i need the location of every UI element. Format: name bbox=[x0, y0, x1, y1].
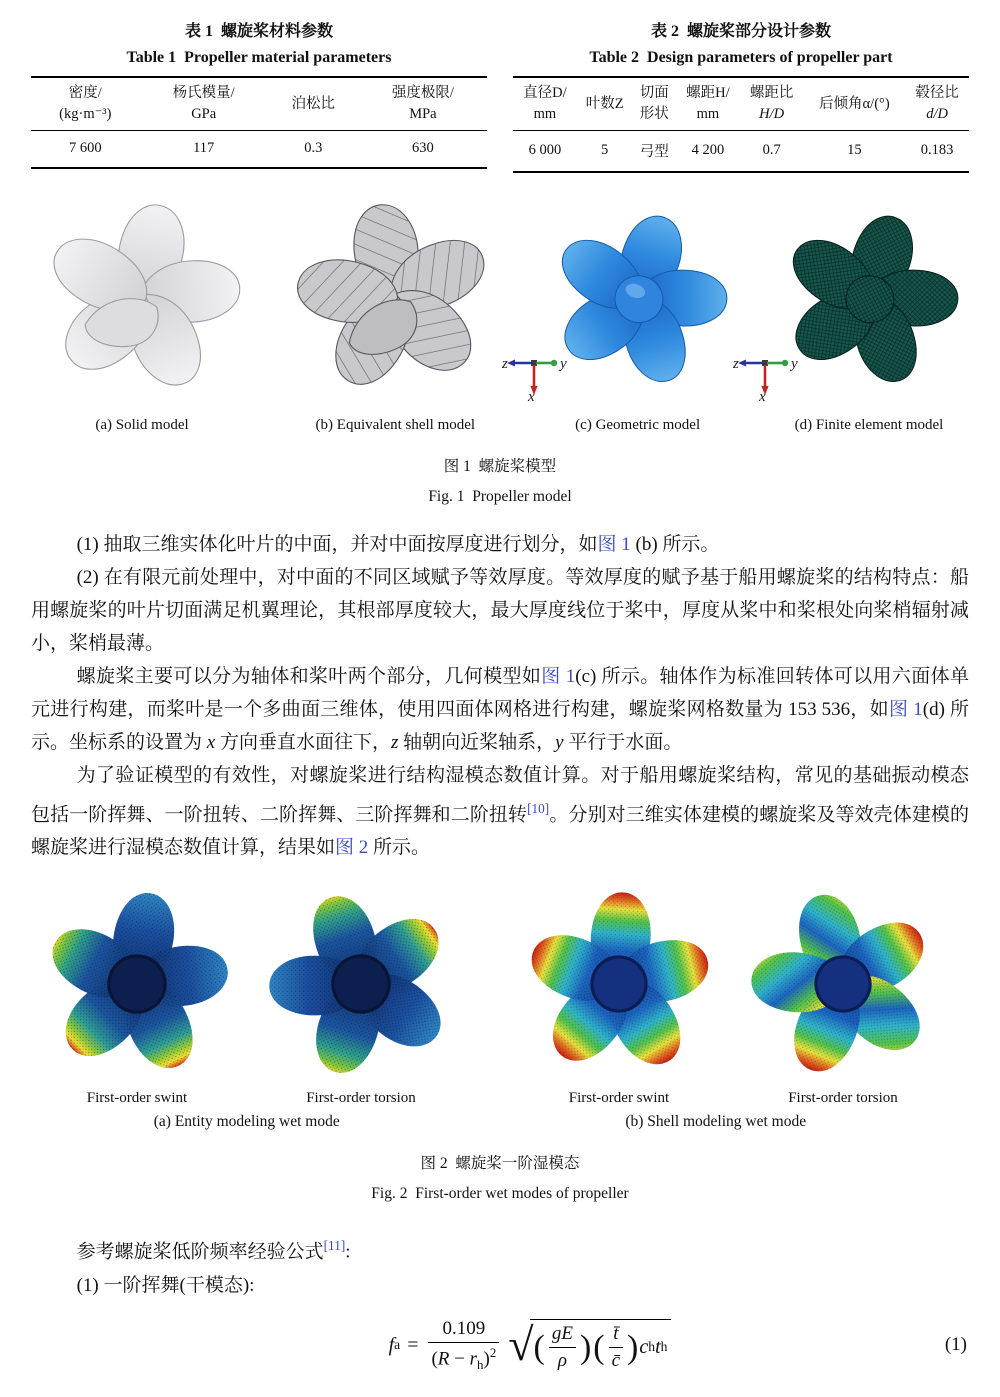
coordinate-axes-geometric bbox=[502, 348, 568, 402]
cell-diameter: 6 000 bbox=[528, 142, 562, 158]
paragraph-1 bbox=[31, 528, 969, 561]
th-poisson-ratio: 泊松比 bbox=[291, 95, 336, 112]
bottom-block bbox=[31, 1229, 969, 1372]
figure2-subcaption-1: First-order swint bbox=[86, 1090, 188, 1107]
svg-text:z: z bbox=[501, 356, 508, 372]
figure2-group-captions bbox=[31, 1113, 969, 1131]
figure1-fem-model bbox=[732, 189, 969, 434]
table1-title-en: Table 1 Propeller material parameters bbox=[126, 49, 392, 66]
figure1-caption-d: (d) Finite element model bbox=[794, 417, 944, 433]
figure2-group-caption-b: (b) Shell modeling wet mode bbox=[625, 1113, 807, 1131]
paragraph-3 bbox=[31, 660, 969, 759]
text-segment: 方向垂直水面往下， bbox=[215, 732, 391, 753]
cell-poisson-ratio: 0.3 bbox=[304, 140, 323, 156]
figure2-subcaption-3: First-order swint bbox=[568, 1090, 670, 1107]
table1 bbox=[31, 76, 487, 169]
cell-section-shape: 弓型 bbox=[639, 144, 669, 160]
text-segment: (c) 所示。轴体作为标准回转体可以用六面体单元进行构建，而桨叶是一个多曲面三维体，使用四面体网格进行构建，螺旋桨网格数量为 153 536，如 bbox=[31, 666, 969, 720]
shell-swint-mode-image bbox=[513, 880, 725, 1088]
th-density: 密度/ (kg·m⁻³) bbox=[59, 85, 112, 122]
cell-pitch-ratio: 0.7 bbox=[762, 142, 781, 158]
table1-block bbox=[31, 18, 487, 173]
table2-data-row bbox=[513, 131, 969, 173]
th-hub-ratio: 毂径比 d/D bbox=[915, 85, 959, 122]
radicand: ( $\frac{gE}{\rho}$ ) ( $\frac{t̄}{c̄}$ ) c h t h bbox=[530, 1319, 672, 1372]
figure1-shell-model bbox=[284, 189, 506, 434]
table2-title-zh: 表 2 螺旋桨部分设计参数 bbox=[650, 23, 831, 40]
svg-text:x: x bbox=[527, 389, 535, 402]
figure1-title-zh: 图 1 螺旋桨模型 bbox=[443, 458, 557, 475]
figure1-images-row bbox=[31, 189, 969, 434]
figure2-title-zh: 图 2 螺旋桨一阶湿模态 bbox=[420, 1155, 580, 1173]
solid-model-image bbox=[31, 189, 253, 415]
text-segment: 。分别对三维实体建模的螺旋桨及等效壳体建模的螺旋桨进行湿模态数值计算，结果如 bbox=[31, 804, 969, 859]
shell-torsion-mode-image bbox=[737, 880, 949, 1088]
text-segment: 所示。 bbox=[368, 837, 431, 859]
entity-torsion-mode-image bbox=[255, 880, 467, 1088]
figure-ref-link[interactable]: 图 1 bbox=[597, 534, 631, 555]
text-segment: 螺旋桨主要可以分为轴体和桨叶两个部分，几何模型如 bbox=[76, 666, 542, 687]
table1-title-zh: 表 1 螺旋桨材料参数 bbox=[184, 23, 333, 40]
figure2-shell-swint bbox=[513, 880, 725, 1107]
equation-1 bbox=[31, 1318, 969, 1373]
variable: y bbox=[555, 732, 564, 753]
figure2-shell-torsion bbox=[737, 880, 949, 1107]
th-rake-angle: 后倾角α/(°) bbox=[819, 95, 890, 112]
figure2-title-en: Fig. 2 First-order wet modes of propeller bbox=[371, 1185, 629, 1203]
radical-sign: √ bbox=[508, 1318, 534, 1370]
equation-1-math: f a = $\frac{0.109}{(R - r_h)^2}$ √ ( $\frac{gE}{\rho}$ ) ( $\frac{t̄}{c̄}$ ) c h t h bbox=[389, 1318, 672, 1373]
mode-line: (1) 一阶挥舞(干模态): bbox=[76, 1274, 255, 1296]
table2 bbox=[513, 76, 969, 173]
figure1-geometric-model bbox=[501, 189, 738, 434]
cell-pitch: 4 200 bbox=[691, 142, 725, 158]
text-segment: 轴朝向近桨轴系， bbox=[398, 732, 556, 753]
svg-text:x: x bbox=[758, 389, 766, 402]
body-text bbox=[31, 528, 969, 864]
svg-text:y: y bbox=[559, 356, 567, 372]
geometric-model-image bbox=[538, 189, 738, 415]
figure-ref-link[interactable]: 图 1 bbox=[888, 699, 923, 720]
figure2-entity-torsion bbox=[255, 880, 467, 1107]
th-ultimate-strength: 强度极限/ MPa bbox=[391, 85, 454, 122]
finite-element-model-image bbox=[769, 189, 969, 415]
svg-text:y: y bbox=[790, 356, 798, 372]
cell-rake-angle: 15 bbox=[847, 142, 862, 158]
text-segment: (b) 所示。 bbox=[630, 534, 720, 555]
figure1-solid-model bbox=[31, 189, 253, 434]
th-diameter: 直径D/ mm bbox=[523, 85, 567, 122]
text-segment: 平行于水面。 bbox=[563, 732, 683, 753]
figure2-entity-swint bbox=[31, 880, 243, 1107]
figure2-subcaption-4: First-order torsion bbox=[788, 1090, 898, 1107]
coefficient-fraction: $\frac{0.109}{(R - r_h)^2}$ bbox=[428, 1318, 499, 1373]
figure-ref-link[interactable]: 图 1 bbox=[541, 666, 576, 687]
figure1-caption-b: (b) Equivalent shell model bbox=[315, 417, 476, 433]
th-blade-number: 叶数Z bbox=[585, 95, 624, 112]
text-segment: (d) 所示。坐标系的设置为 bbox=[31, 699, 969, 753]
th-pitch: 螺距H/ mm bbox=[686, 85, 730, 122]
cell-ultimate-strength: 630 bbox=[412, 140, 434, 156]
reference-formula-line bbox=[31, 1229, 969, 1268]
text-segment: (2) 在有限元前处理中，对中面的不同区域赋予等效厚度。等效厚度的赋予基于船用螺旋桨的结构特点：船用螺旋桨的叶片切面满足机翼理论，其根部厚度较大，最大厚度线位于桨中，厚度从桨中和桨根处向桨梢辐射减小，桨梢最薄。 bbox=[31, 567, 969, 654]
table2-block bbox=[513, 18, 969, 173]
figure1-caption-c: (c) Geometric model bbox=[575, 417, 701, 433]
citation-ref-link[interactable]: [11] bbox=[323, 1238, 346, 1254]
cell-density: 7 600 bbox=[68, 140, 102, 156]
tables-row bbox=[31, 18, 969, 173]
entity-swint-mode-image bbox=[31, 880, 243, 1088]
svg-text:z: z bbox=[732, 356, 739, 372]
table1-header-row bbox=[31, 77, 487, 131]
equivalent-shell-model-image bbox=[284, 189, 506, 415]
text-segment: : bbox=[345, 1241, 351, 1263]
coordinate-axes-fem bbox=[733, 348, 799, 402]
cell-youngs-modulus: 117 bbox=[193, 140, 215, 156]
figure-ref-link[interactable]: 图 2 bbox=[335, 837, 369, 859]
figure2-subcaption-2: First-order torsion bbox=[306, 1090, 416, 1107]
text-segment: (1) 抽取三维实体化叶片的中面，并对中面按厚度进行划分，如 bbox=[76, 534, 598, 555]
citation-ref-link[interactable]: [10] bbox=[527, 801, 550, 816]
th-pitch-ratio: 螺距比 H/D bbox=[749, 85, 794, 122]
th-section-shape: 切面 形状 bbox=[639, 85, 669, 122]
figure2-images-row bbox=[31, 880, 969, 1107]
figure1-caption-a: (a) Solid model bbox=[95, 417, 189, 433]
figure2-group-caption-a: (a) Entity modeling wet mode bbox=[153, 1113, 340, 1131]
cell-hub-ratio: 0.183 bbox=[920, 142, 954, 158]
cell-blade-number: 5 bbox=[601, 142, 609, 158]
table1-data-row bbox=[31, 131, 487, 169]
variable: x bbox=[206, 732, 216, 753]
paragraph-4 bbox=[31, 759, 969, 864]
figure1-title-en: Fig. 1 Propeller model bbox=[428, 488, 572, 505]
variable: z bbox=[390, 732, 399, 753]
text-segment: 为了验证模型的有效性，对螺旋桨进行结构湿模态数值计算。对于船用螺旋桨结构，常见的基础振动模态包括一阶挥舞、一阶扭转、二阶挥舞、三阶挥舞和二阶扭转 bbox=[31, 765, 969, 826]
table2-header-row bbox=[513, 77, 969, 131]
paragraph-2 bbox=[31, 561, 969, 660]
text-segment: 参考螺旋桨低阶频率经验公式 bbox=[76, 1241, 324, 1263]
table2-title-en: Table 2 Design parameters of propeller part bbox=[589, 49, 893, 66]
equation-number: (1) bbox=[944, 1334, 967, 1356]
th-youngs-modulus: 杨氏模量/ GPa bbox=[172, 85, 235, 122]
